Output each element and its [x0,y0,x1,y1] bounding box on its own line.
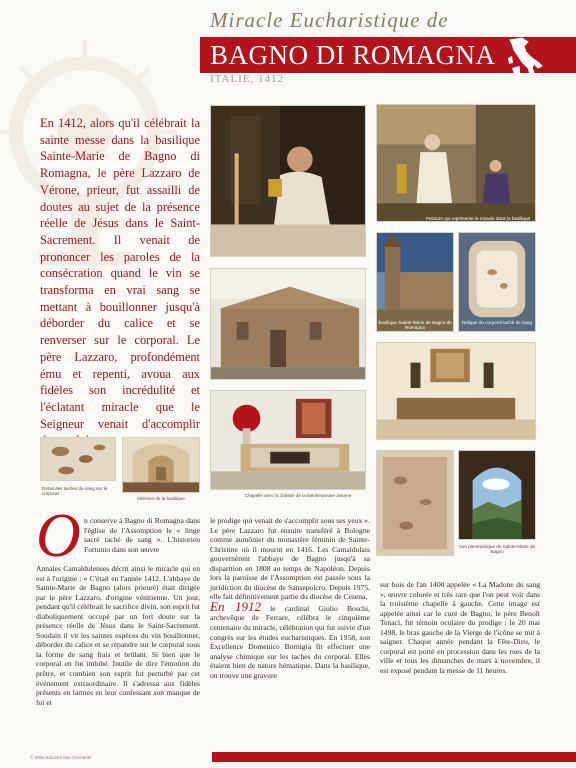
corporal-detail-photo [376,450,454,556]
painting-caption: Peinture qui représente le miracle dans la basilique [425,216,531,221]
page-title: BAGNO DI ROMAGNA [210,40,496,70]
page-subtitle: ITALIE, 1412 [210,73,285,85]
stains-caption: Détail des taches de sang sur le corporal [42,486,108,497]
article-column-2 [210,516,370,680]
miracle-painting-photo [376,104,536,222]
intro-text: En 1412, alors qu'il célébrait la sainte messe dans la basilique Sainte-Marie de Bagno di Romagna, le père Lazzaro de Vérone, prieur, fut assailli de doutes au sujet de la présence réelle de Jésus dans le Saint-Sacrement. Il venait de prononcer les paroles de la consécration quand le vin se transforma en vrai sang se mettant à bouillonner jusqu'à déborder du calice et se renverser sur le corporal. Le père Lazzaro, profondément ému et repenti, avoua aux fidèles son incrédulité et l'éclatant miracle que le Seigneur venait d'accomplir [40,116,200,431]
article-column-2-text-b: le cardinal Giulio Boschi, archevêque de Ferrare, célébra le cinquième centenaire du miracle, célébration qui fut suivie d'un congrès sur les études eucharistiques. En 1958, son Excellence Domenico Bornigia fit effectuer une analyse chimique sur les taches du corporal. Elles étaient bien de nature hématique. Dans la basilique, on trouve une gravure [210,603,370,680]
chapel-caption: Chapelle avec la châsse de la bienheureuse Jeanne [244,493,352,498]
panorama-caption: Vue panoramique de Sainte-Marie de Bagno [458,544,536,555]
article-column-1: Annales Camaldulenses décrit ainsi le miracle qui en est à l'origine : « C'était en l'année 1412. L'abbaye de Sainte-Marie de Bagno (alors prieuré) était dirigée par le père Lazzaro, d'origine vénitienne. Un jour, pendant qu'il célébrait le sacrifice divin, son esprit fut diaboliquement occupé par un fort doute sur la présence réelle de Jésus dans le Saint-Sacrement. Soudain il vit les saintes espèces du vin bouillonner, déborder du calice et se répandre sur le corporal sous la forme de sang frais et brûlant. Si bien que le corporal en fut imbibé. Inutile de dire l'émotion du prêtre, et combien son esprit fut perturbé par cet événement extraordinaire. Il s'adressa aux fidèles présents en larmes en leur confessant son manque de foi et [36,564,200,707]
year-highlight: En 1912 [210,598,261,614]
article-column-1-start: n conserve à Bagno di Romagna dans l'église de l'Assomption le « linge sacré taché de sang ». L'historien Fortunio dans son œuvre [84,516,200,554]
basilica-bell-tower-photo [376,232,454,332]
interior-caption: Intérieur de la basilique [137,496,185,501]
dropcap-letter: O [36,502,81,570]
article-column-3: sur bois de l'an 1400 appelée « La Madone du sang », œuvre colorée et très rare que l'on peut voir dans la troisième chapelle à gauche. Cette image est appelée ainsi car le curé de Bagno, le père Benoît Tenaci, fut témoin oculaire du prodige : le 20 mai 1498, le bras gauche de la Vierge de l'icône se mit à saigner. Chaque année pendant la Fête-Dieu, le corporal est porté en procession dans les rues de la ville et tous les dimanches de mars à novembre, il est exposé pendant la messe de 11 heures. [380,580,540,675]
basilica-interior-photo [122,437,200,493]
italy-map-icon [504,36,544,78]
church-nave-photo [376,342,536,440]
panorama-photo [458,450,536,540]
blood-stains-photo [40,437,116,481]
reliquary-photo [458,232,536,332]
priest-consecration-photo [210,105,366,257]
header-script-title: Miracle Eucharistique de [210,8,449,32]
article-column-2-text-a: le prodige qui venait de s'accomplir sous ses yeux ». Le père Lazzaro fut ensuite transféré à Bologne comme aumônier du monastère féminin de Sainte-Christine où il mourut en 1416. Les Camaldolais gouvernèrent l'abbaye de Bagno jusqu'à sa disparition en 1808 au temps de Napoléon. Depuis lors la paroisse de l'Assomption est passée sous la juridiction du diocèse de Sansepolcro. Depuis 1975, elle fait définitivement partie du diocèse de Cesena. [210,516,370,602]
footer-band [212,752,576,762]
church-exterior-photo [210,268,366,380]
copyright-note: © 2006 Edizioni San Clemente [30,755,92,760]
reliquary-caption: Relique du corporal taché de sang [462,320,532,325]
basilica-caption: Basilique Sainte-Marie de Bagno de Romagna [378,320,452,331]
chapel-photo [210,390,366,490]
